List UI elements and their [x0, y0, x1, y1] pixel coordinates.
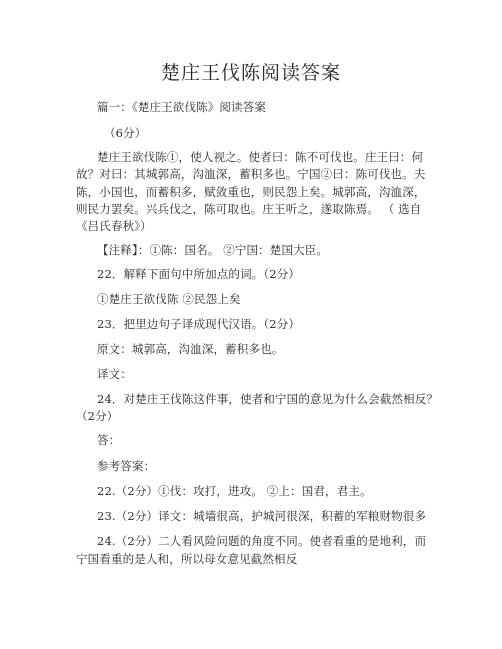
text-line: 22.（2分）①伐：攻打，进攻。 ②上：国君，君主。	[97, 484, 372, 498]
text-line: 故？对曰：其城郭高，沟洫深，蓄积多也。宁国②曰：陈可伐也。夫	[76, 167, 426, 181]
text-line: 《吕氏春秋》）	[76, 219, 152, 233]
text-line: 篇一：《楚庄王欲伐陈》阅读答案	[97, 100, 266, 114]
text-line: 答：	[97, 433, 121, 447]
text-line: 24.（2分）二人看风险问题的角度不同。使者看重的是地利，而	[97, 534, 427, 548]
text-line: 22．解释下面句中所加点的词。（2分）	[97, 267, 301, 281]
text-line: 24．对楚庄王伐陈这件事，使者和宁国的意见为什么会截然相反？	[97, 392, 439, 406]
text-line: 原文：城郭高，沟洫深，蓄积多也。	[97, 342, 284, 356]
text-line: 宁国看重的是人和，所以母女意见截然相反	[76, 552, 298, 566]
text-line: 楚庄王欲伐陈①，使人视之。使者曰：陈不可伐也。庄王曰：何	[97, 150, 424, 164]
text-line: （2分）	[76, 409, 119, 423]
text-line: ①楚庄王欲伐陈 ②民怨上矣	[97, 292, 241, 306]
text-line: （6分）	[104, 126, 147, 140]
text-line: 23．把里边句子译成现代汉语。（2分）	[97, 317, 301, 331]
text-line: 参考答案：	[97, 459, 156, 473]
text-line: 译文：	[97, 367, 132, 381]
text-line: 则民力罢矣。兴兵伐之，陈可取也。庄王听之，遂取陈焉。 （ 选自	[76, 202, 422, 216]
text-line: 【注释】：①陈：国名。 ②宁国：楚国大臣。	[97, 243, 329, 257]
text-line: 陈，小国也，而蓄积多，赋敛重也，则民怨上矣。城郭高，沟洫深，	[76, 185, 426, 199]
text-line: 23.（2分）译文：城墙很高，护城河很深，积蓄的军粮财物很多	[97, 509, 427, 523]
document-title: 楚庄王伐陈阅读答案	[160, 62, 341, 84]
